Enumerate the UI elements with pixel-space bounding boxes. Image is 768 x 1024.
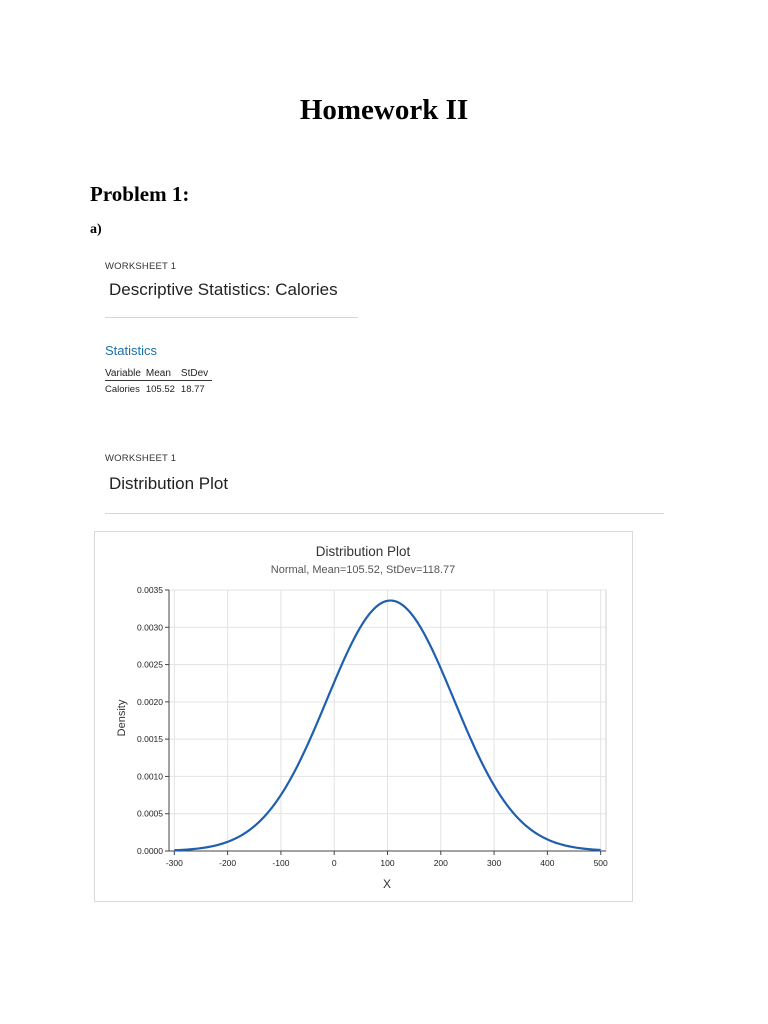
distribution-plot <box>94 531 633 902</box>
y-tick-label: 0.0015 <box>137 734 163 745</box>
section-title: Descriptive Statistics: Calories <box>109 280 338 299</box>
table-header-row <box>105 368 212 381</box>
y-tick-label: 0.0030 <box>137 622 163 633</box>
table-cell: Calories <box>105 384 140 395</box>
chart-subtitle: Normal, Mean=105.52, StDev=118.77 <box>270 564 456 576</box>
document-title: Homework II <box>299 94 469 126</box>
x-tick-label: -100 <box>272 858 290 868</box>
part-label: a) <box>90 222 102 237</box>
column-header: StDev <box>181 368 212 381</box>
worksheet-label: WORKSHEET 1 <box>105 261 177 272</box>
table-cell: 18.77 <box>180 384 205 395</box>
y-tick-label: 0.0035 <box>137 585 163 595</box>
x-tick-label: -200 <box>219 858 237 868</box>
x-tick-label: 500 <box>593 858 608 868</box>
y-tick-label: 0.0010 <box>137 771 163 782</box>
x-tick-label: 100 <box>380 858 395 868</box>
x-axis-label: X <box>382 877 392 891</box>
y-tick-label: 0.0025 <box>137 659 163 670</box>
section-divider <box>105 513 664 514</box>
chart-title: Distribution Plot <box>315 544 411 559</box>
y-tick-label: 0.0000 <box>137 846 163 856</box>
column-header: Mean <box>146 368 181 381</box>
stats-heading: Statistics <box>105 343 158 358</box>
y-axis-label: Density <box>116 699 128 737</box>
chart-svg <box>95 532 632 901</box>
column-header: Variable <box>105 368 146 381</box>
table-row <box>105 381 212 396</box>
problem-heading: Problem 1: <box>90 182 190 206</box>
y-tick-label: 0.0020 <box>137 696 163 707</box>
stats-table <box>105 368 212 395</box>
section-title: Distribution Plot <box>109 474 229 493</box>
worksheet-label: WORKSHEET 1 <box>105 453 177 464</box>
x-tick-label: -300 <box>165 858 183 868</box>
x-tick-label: 0 <box>331 858 337 868</box>
y-tick-label: 0.0005 <box>137 808 163 819</box>
x-tick-label: 400 <box>540 858 555 868</box>
table-cell: 105.52 <box>145 384 175 395</box>
x-tick-label: 200 <box>433 858 448 868</box>
x-tick-label: 300 <box>486 858 502 868</box>
section-divider <box>105 317 358 318</box>
